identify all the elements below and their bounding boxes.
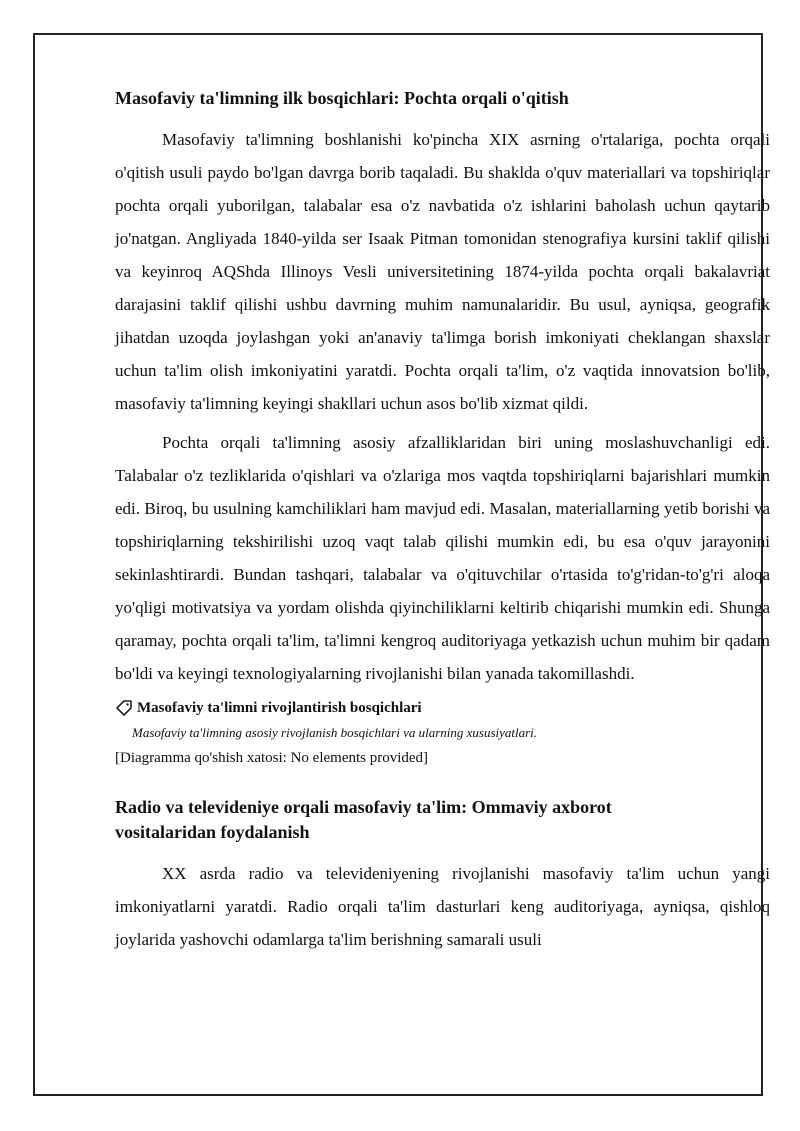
section-heading-correspondence: Masofaviy ta'limning ilk bosqichlari: Pochta orqali o'qitish [115, 88, 569, 108]
diagram-title: Masofaviy ta'limni rivojlantirish bosqichlari [137, 700, 422, 716]
paragraph-2: Pochta orqali ta'limning asosiy afzalliklaridan biri uning moslashuvchanligi edi. Talabalar o'z tezliklarida o'qishlari va o'zlariga mos vaqtda topshiriqlarni bajarishlari mumkin edi. Biroq, bu usulning kamchiliklari ham mavjud edi. Masalan, materiallarning yetib borishi va topshiriqlarning tekshirilishi uzoq vaqt talab qilishi mumkin edi, bu esa o'quv jarayonini sekinlashtirardi. Bundan tashqari, talabalar va o'qituvchilar o'rtasida to'g'ridan-to'g'ri aloqa yo'qligi motivatsiya va yordam olishda qiyinchiliklarni keltirib chiqarishi mumkin edi. Shunga qaramay, pochta orqali ta'lim, ta'limni kengroq auditoriyaga yetkazish uchun muhim bir qadam bo'ldi va keyingi texnologiyalarning rivojlanishi bilan yanada takomillashdi. [115, 433, 770, 683]
diagram-error-message: [Diagramma qo'shish xatosi: No elements provided] [115, 750, 429, 766]
diagram-caption: Masofaviy ta'limning asosiy rivojlanish bosqichlari va ularning xususiyatlari. [132, 725, 538, 740]
document-content [115, 86, 770, 962]
section-heading-radio-tv [115, 795, 770, 845]
section-heading-line-2: vositalaridan foydalanish [115, 822, 310, 842]
diagram-title-row [115, 698, 770, 718]
paragraph-1: Masofaviy ta'limning boshlanishi ko'pincha XIX asrning o'rtalariga, pochta orqali o'qitish usuli paydo bo'lgan davrga borib taqaladi. Bu shaklda o'quv materiallari va topshiriqlar pochta orqali yuborilgan, talabalar esa o'z navbatida o'z ishlarini baholash uchun qaytarib jo'natgan. Angliyada 1840-yilda ser Isaak Pitman tomonidan stenografiya kursini taklif qilishi va keyinroq AQShda Illinoys Vesli universitetining 1874-yilda pochta orqali bakalavriat darajasini taklif qilishi ushbu davrning muhim namunalaridir. Bu usul, ayniqsa, geografik jihatdan uzoqda joylashgan yoki an'anaviy ta'limga borish imkoniyati cheklangan shaxslar uchun ta'lim olish imkoniyatini yaratdi. Pochta orqali ta'lim, o'z vaqtida innovatsion bo'lib, masofaviy ta'limning keyingi shakllari uchun asos bo'lib xizmat qildi. [115, 130, 770, 413]
tag-icon [115, 699, 133, 717]
section-heading-line-1: Radio va televideniye orqali masofaviy ta'lim: Ommaviy axborot [115, 797, 612, 817]
paragraph-3: XX asrda radio va televideniyening rivojlanishi masofaviy ta'lim uchun yangi imkoniyatlarni yaratdi. Radio orqali ta'lim dasturlari keng auditoriyaga, ayniqsa, qishloq joylarida yashovchi odamlarga ta'lim berishning samarali usuli [115, 864, 770, 949]
